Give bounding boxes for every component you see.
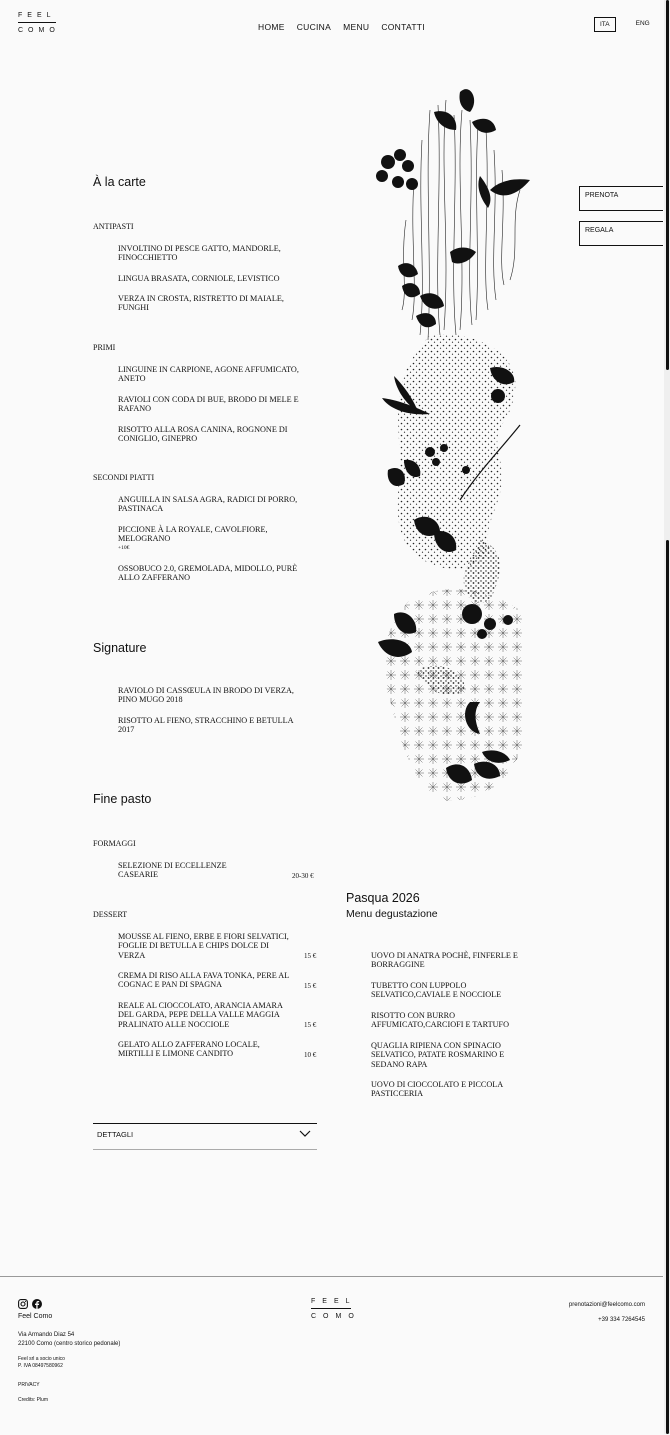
pasqua-subtitle: Menu degustazione xyxy=(346,908,438,920)
footer-company-2: P. IVA 08497580962 xyxy=(18,1363,63,1369)
dish-signature-1: RAVIOLO DI CASSŒULA IN BRODO DI VERZA, PINO MUGO 2018 xyxy=(118,686,294,705)
dish-secondi-3: OSSOBUCO 2.0, GREMOLADA, MIDOLLO, PURÈ ALLO ZAFFERANO xyxy=(118,564,298,583)
dish-pasqua-4: QUAGLIA RIPIENA CON SPINACIO SELVATICO, PATATE ROSMARINO E SEDANO RAPA xyxy=(371,1041,505,1069)
formaggi-heading: FORMAGGI xyxy=(93,839,136,848)
dish-antipasti-1: INVOLTINO DI PESCE GATTO, MANDORLE, FINOCCHIETTO xyxy=(118,244,281,263)
dish-secondi-1: ANGUILLA IN SALSA AGRA, RADICI DI PORRO, PASTINACA xyxy=(118,495,298,514)
instagram-icon[interactable] xyxy=(18,1299,28,1309)
dish-pasqua-2: TUBETTO CON LUPPOLO SELVATICO,CAVIALE E NOCCIOLE xyxy=(371,981,502,1000)
language-switcher xyxy=(594,17,655,32)
logo[interactable] xyxy=(18,11,60,35)
pasqua-title: Pasqua 2026 xyxy=(346,891,420,905)
botanical-illustration xyxy=(370,80,540,810)
dish-pasqua-1: UOVO DI ANATRA POCHÈ, FINFERLE E BORRAGGINE xyxy=(371,951,518,970)
footer-logo-top: FEEL xyxy=(311,1298,357,1305)
scrollbar-thumb-lower[interactable] xyxy=(666,540,669,1434)
footer-logo[interactable] xyxy=(311,1297,361,1321)
lang-ita[interactable]: ITA xyxy=(594,17,616,32)
nav-menu[interactable]: MENU xyxy=(343,22,370,32)
facebook-icon[interactable] xyxy=(32,1299,42,1309)
regala-button[interactable]: REGALA xyxy=(579,221,663,246)
dish-pasqua-3: RISOTTO CON BURRO AFFUMICATO,CARCIOFI E TARTUFO xyxy=(371,1011,509,1030)
primi-heading: PRIMI xyxy=(93,343,116,352)
prenota-button[interactable]: PRENOTA xyxy=(579,186,663,211)
footer-name: Feel Como xyxy=(18,1313,53,1320)
dish-antipasti-2: LINGUA BRASATA, CORNIOLE, LEVISTICO xyxy=(118,274,280,283)
dish-dessert-3: REALE AL CIOCCOLATO, ARANCIA AMARA DEL GARDA, PEPE DELLA VALLE MAGGIA PRALINATO ALLE NOCCIOLE xyxy=(118,1001,283,1029)
lang-eng[interactable]: ENG xyxy=(635,20,650,27)
footer-address-2: 22100 Como (centro storico pedonale) xyxy=(18,1341,121,1347)
footer-email[interactable]: prenotazioni@feelcomo.com xyxy=(568,1302,645,1308)
dish-antipasti-3: VERZA IN CROSTA, RISTRETTO DI MAIALE, FUNGHI xyxy=(118,294,284,313)
price-formaggi-1: 20-30 € xyxy=(292,872,314,880)
dish-dessert-4: GELATO ALLO ZAFFERANO LOCALE, MIRTILLI E LIMONE CANDITO xyxy=(118,1040,260,1059)
footer xyxy=(0,1276,663,1435)
dish-secondi-2-text: PICCIONE À LA ROYALE, CAVOLFIORE, MELOGRANO xyxy=(118,525,268,544)
nav-home[interactable]: HOME xyxy=(258,22,285,32)
price-dessert-3: 15 € xyxy=(304,1021,317,1029)
footer-logo-bottom: COMO xyxy=(311,1313,361,1320)
scrollbar-thumb-upper[interactable] xyxy=(666,0,669,370)
logo-rule xyxy=(18,22,56,23)
secondi-heading: SECONDI PIATTI xyxy=(93,473,155,482)
dish-secondi-2 xyxy=(118,525,308,553)
price-dessert-2: 15 € xyxy=(304,982,317,990)
dish-secondi-2-surcharge: +10€ xyxy=(118,544,130,551)
carte-title: À la carte xyxy=(93,175,146,189)
main-nav xyxy=(258,22,425,32)
nav-contatti[interactable]: CONTATTI xyxy=(381,22,425,32)
dish-signature-2: RISOTTO AL FIENO, STRACCHINO E BETULLA 2017 xyxy=(118,716,294,735)
leaf-cluster-top xyxy=(376,89,530,327)
grass-strokes xyxy=(402,100,520,340)
dish-dessert-2: CREMA DI RISO ALLA FAVA TONKA, PERE AL COGNAC E PAN DI SPAGNA xyxy=(118,971,289,990)
footer-address-1: Via Armando Diaz 54 xyxy=(18,1332,75,1338)
logo-top: FEEL xyxy=(18,12,56,19)
antipasti-heading: ANTIPASTI xyxy=(93,222,134,231)
price-dessert-4: 10 € xyxy=(304,1051,317,1059)
dish-primi-2: RAVIOLI CON CODA DI BUE, BRODO DI MELE E RAFANO xyxy=(118,395,299,414)
credits-link[interactable]: Credits: Plum xyxy=(18,1397,49,1403)
fine-pasto-title: Fine pasto xyxy=(93,792,152,806)
footer-phone[interactable]: +39 334 7264545 xyxy=(598,1317,645,1323)
signature-title: Signature xyxy=(93,641,147,655)
dish-primi-3: RISOTTO ALLA ROSA CANINA, ROGNONE DI CONIGLIO, GINEPRO xyxy=(118,425,288,444)
dish-primi-1: LINGUINE IN CARPIONE, AGONE AFFUMICATO, ANETO xyxy=(118,365,299,384)
dish-dessert-1: MOUSSE AL FIENO, ERBE E FIORI SELVATICI, FOGLIE DI BETULLA E CHIPS DOLCE DI VERZA xyxy=(118,932,289,960)
logo-bottom: COMO xyxy=(18,27,60,34)
dish-formaggi-1: SELEZIONE DI ECCELLENZE CASEARIE xyxy=(118,861,227,880)
chevron-down-icon[interactable] xyxy=(299,1128,311,1138)
details-accordion[interactable] xyxy=(93,1123,317,1150)
nav-cucina[interactable]: CUCINA xyxy=(296,22,332,32)
details-label: DETTAGLI xyxy=(97,1130,134,1139)
privacy-link[interactable]: PRIVACY xyxy=(18,1382,40,1388)
scrollbar[interactable] xyxy=(664,0,670,1434)
footer-logo-rule xyxy=(311,1308,351,1309)
footer-company-1: Feel srl a socio unico xyxy=(18,1356,65,1362)
dessert-heading: DESSERT xyxy=(93,910,128,919)
dish-pasqua-5: UOVO DI CIOCCOLATO E PICCOLA PASTICCERIA xyxy=(371,1080,503,1099)
price-dessert-1: 15 € xyxy=(304,952,317,960)
